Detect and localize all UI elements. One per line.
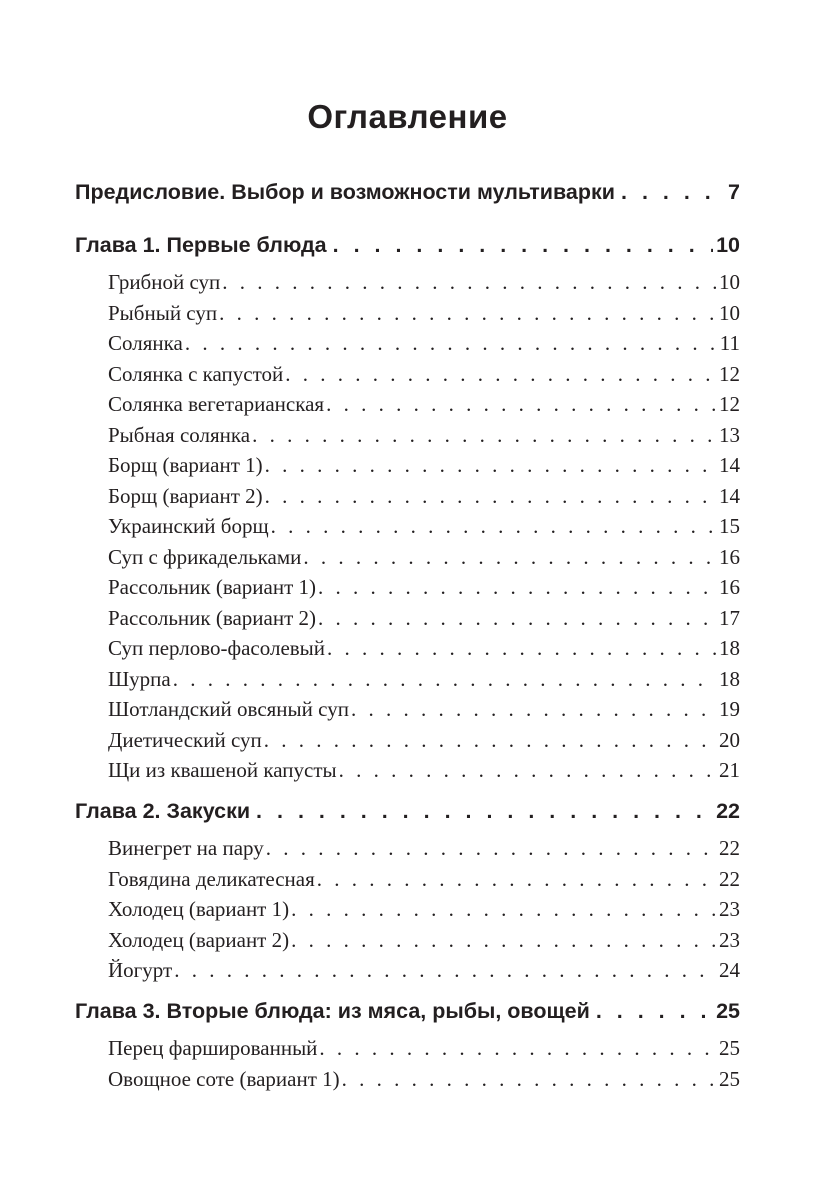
toc-item-label: Перец фаршированный <box>108 1036 318 1060</box>
toc-item-row <box>75 481 740 512</box>
toc-item-label: Рассольник (вариант 1) <box>108 575 317 599</box>
toc-chapter-row <box>75 996 740 1027</box>
toc-item-label: Шотландский овсяный суп <box>108 697 349 721</box>
dot-leader <box>327 230 713 261</box>
dot-leader <box>615 177 725 208</box>
dot-leader <box>220 267 716 298</box>
dot-leader <box>349 694 716 725</box>
dot-leader <box>172 955 716 986</box>
page-number: 25 <box>719 1036 740 1060</box>
toc-item-label: Суп с фрикадельками <box>108 544 302 569</box>
toc-item-label: Солянка вегетарианская <box>108 392 325 416</box>
page-number: 19 <box>719 697 740 721</box>
dot-leader <box>263 481 716 512</box>
toc-heading-label: Предисловие. Выбор и возможности мультиварки <box>75 180 615 204</box>
page-number: 10 <box>716 232 740 257</box>
dot-leader <box>316 572 716 603</box>
dot-leader <box>283 359 716 390</box>
page-number: 16 <box>719 544 740 569</box>
dot-leader <box>217 298 716 329</box>
dot-leader <box>183 328 717 359</box>
toc-item-row <box>75 511 740 542</box>
toc-item-row <box>75 359 740 390</box>
page-number: 21 <box>719 758 740 782</box>
toc-item-label: Холодец (вариант 2) <box>108 927 290 952</box>
toc-item-row <box>75 328 740 359</box>
page-number: 10 <box>719 270 740 294</box>
toc-item-label: Говядина деликатесная <box>108 866 315 891</box>
dot-leader <box>590 996 713 1027</box>
toc-item-row <box>75 894 740 925</box>
toc-heading-label: Глава 2. Закуски <box>75 798 251 823</box>
toc-item-row <box>75 1064 740 1095</box>
dot-leader <box>337 755 716 786</box>
toc-item-row <box>75 298 740 329</box>
dot-leader <box>269 511 716 542</box>
toc-item-label: Рыбный суп <box>108 300 218 325</box>
dot-leader <box>250 420 716 451</box>
dot-leader <box>340 1064 716 1095</box>
toc-item-row <box>75 925 740 956</box>
page-number: 22 <box>719 866 740 891</box>
page-number: 14 <box>719 483 740 508</box>
page-number: 23 <box>719 897 740 921</box>
page-number: 11 <box>719 331 740 355</box>
toc-item-label: Солянка с капустой <box>108 361 284 386</box>
page-number: 15 <box>719 514 740 538</box>
page-number: 20 <box>719 727 740 752</box>
toc-list <box>75 177 740 1094</box>
toc-item-label: Солянка <box>108 331 183 355</box>
page-number: 25 <box>716 998 740 1023</box>
toc-item-row <box>75 389 740 420</box>
toc-chapter-row <box>75 796 740 827</box>
toc-item-label: Овощное соте (вариант 1) <box>108 1066 340 1091</box>
dot-leader <box>301 542 716 573</box>
page-number: 18 <box>719 636 740 660</box>
toc-item-label: Борщ (вариант 2) <box>108 483 263 508</box>
page-number: 22 <box>719 836 740 860</box>
toc-item-label: Рыбная солянка <box>108 422 251 447</box>
page-number: 12 <box>719 392 740 416</box>
toc-item-label: Шурпа <box>108 666 171 691</box>
toc-item-row <box>75 955 740 986</box>
dot-leader <box>316 603 716 634</box>
page-number: 17 <box>719 605 740 630</box>
toc-preface-row <box>75 177 740 208</box>
toc-item-row <box>75 864 740 895</box>
page-number: 13 <box>719 422 740 447</box>
dot-leader <box>262 725 716 756</box>
page-number: 7 <box>728 180 740 204</box>
page-number: 10 <box>719 300 740 325</box>
toc-item-row <box>75 603 740 634</box>
dot-leader <box>315 864 716 895</box>
toc-item-label: Холодец (вариант 1) <box>108 897 290 921</box>
dot-leader <box>324 389 716 420</box>
toc-item-label: Суп перлово-фасолевый <box>108 636 326 660</box>
toc-item-row <box>75 725 740 756</box>
toc-heading-label: Глава 1. Первые блюда <box>75 232 327 257</box>
dot-leader <box>264 833 716 864</box>
toc-item-label: Диетический суп <box>108 727 262 752</box>
toc-item-row <box>75 694 740 725</box>
page-number: 22 <box>716 798 740 823</box>
toc-item-row <box>75 572 740 603</box>
page-number: 23 <box>719 927 740 952</box>
toc-chapter-row <box>75 230 740 261</box>
dot-leader <box>325 633 716 664</box>
dot-leader <box>289 925 716 956</box>
toc-item-row <box>75 633 740 664</box>
toc-item-label: Рассольник (вариант 2) <box>108 605 317 630</box>
toc-heading-label: Глава 3. Вторые блюда: из мяса, рыбы, овощей <box>75 998 590 1023</box>
page-number: 14 <box>719 453 740 477</box>
dot-leader <box>171 664 716 695</box>
toc-item-row <box>75 267 740 298</box>
toc-item-label: Грибной суп <box>108 270 221 294</box>
page-number: 18 <box>719 666 740 691</box>
toc-item-row <box>75 542 740 573</box>
page-number: 25 <box>719 1066 740 1091</box>
toc-item-label: Борщ (вариант 1) <box>108 453 263 477</box>
toc-item-row <box>75 420 740 451</box>
page-number: 12 <box>719 361 740 386</box>
page-number: 24 <box>719 958 740 982</box>
toc-item-row <box>75 833 740 864</box>
dot-leader <box>317 1033 716 1064</box>
toc-item-label: Винегрет на пару <box>108 836 264 860</box>
toc-item-row <box>75 1033 740 1064</box>
toc-item-row <box>75 755 740 786</box>
toc-item-label: Щи из квашеной капусты <box>108 758 337 782</box>
page-title: Оглавление <box>307 98 508 135</box>
page-number: 16 <box>719 575 740 599</box>
dot-leader <box>263 450 716 481</box>
toc-item-row <box>75 450 740 481</box>
dot-leader <box>250 796 713 827</box>
dot-leader <box>289 894 716 925</box>
toc-item-row <box>75 664 740 695</box>
toc-item-label: Украинский борщ <box>108 514 269 538</box>
toc-item-label: Йогурт <box>108 958 173 982</box>
